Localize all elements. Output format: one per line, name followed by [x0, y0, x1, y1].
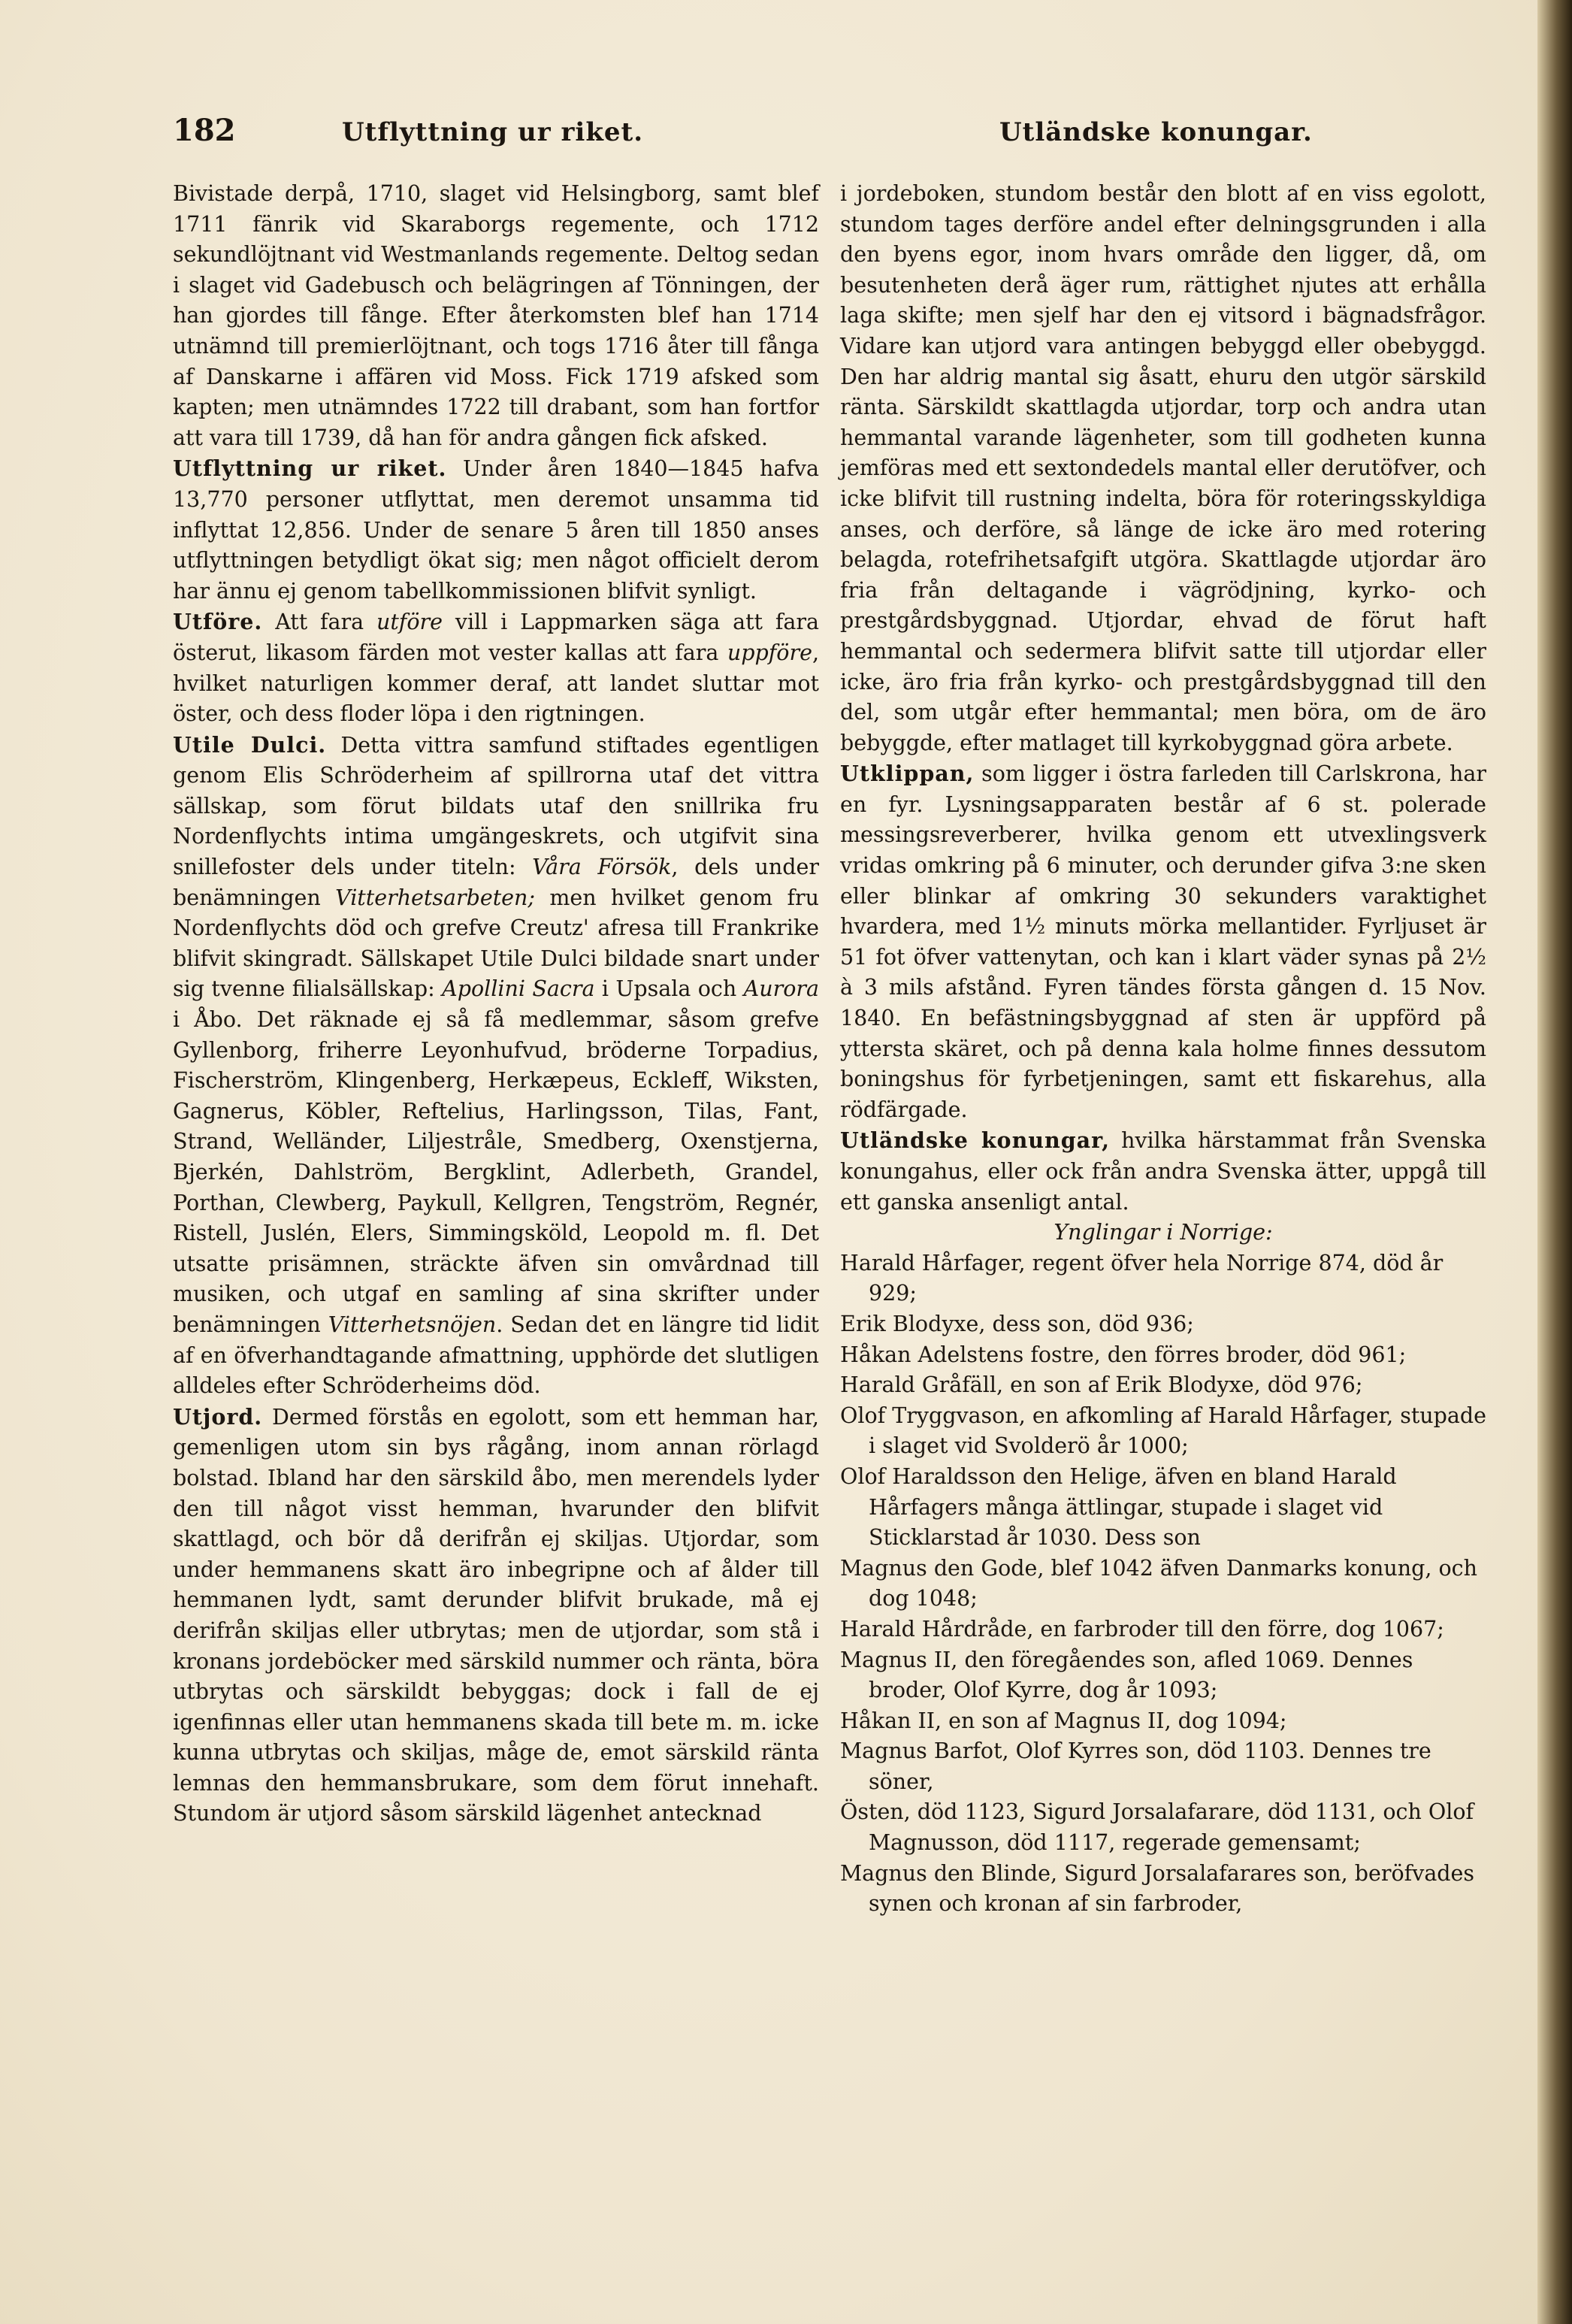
right-column — [840, 179, 1486, 1920]
header-right-title: Utländske konungar. — [999, 117, 1313, 147]
list-item: Magnus II, den föregåendes son, afled 1069. Dennes broder, Olof Kyrre, dog år 1093; — [840, 1647, 1413, 1703]
paragraph-continued: i jordeboken, stundom består den blott af en viss egolott, stundom tages derföre andel efter delningsgrunden i alla den byens egor, inom hvars område den ligger, då, om besutenheten derå äger rum, rättighet njutes att erhålla laga skifte; men sjelf har den ej vitsord i bägnadsfrågor. Vidare kan utjord vara antingen bebyggd eller obebyggd. Den har aldrig mantal sig åsatt, ehuru den utgör särskild ränta. Särskildt skattlagda utjordar, torp och andra utan hemmantal varande lägenheter, som till godheten kunna jemföras med ett sextondedels mantal eller derutöfver, och icke blifvit till rustning indelta, böra för roteringsskyldiga anses, och derföre, så länge de icke äro med rotering belagda, rotefrihetsafgift utgöra. Skattlagde utjordar äro fria från deltagande i vägrödjning, kyrko- och prestgårdsbyggnad. Utjordar, ehvad de förut haft hemmantal och sedermera blifvit satte till utjordar eller icke, äro fria från kyrko- och prestgårdsbyggnad till den del, som utgår efter hemmantal; men böra, om de äro bebyggde, efter matlaget till kyrkobyggnad göra arbete. — [840, 181, 1486, 755]
list-item: Magnus Barfot, Olof Kyrres son, död 1103. Dennes tre söner, — [840, 1738, 1431, 1794]
entry-term: Utflyttning ur riket. — [173, 455, 447, 482]
entry-term: Utländske konungar, — [840, 1127, 1110, 1154]
entry-term: Utföre. — [173, 609, 263, 635]
list-item: Erik Blodyxe, dess son, död 936; — [840, 1311, 1194, 1336]
entry-utklippan: Utklippan, som ligger i östra farleden till Carlskrona, har en fyr. Lysningsapparaten består af 6 st. polerade messingsreverberer, hvilka genom ett utvexlingsverk vridas omkring på 6 minuter, och derunder gifva 3:ne sken eller blinkar af omkring 30 sekunders varaktighet hvardera, med 1½ minuts mörka mellantider. Fyrljuset är 51 fot öfver vattenytan, och kan i klart väder synas på 2½ à 3 mils afstånd. Fyren tändes första gången d. 15 Nov. 1840. En befästningsbyggnad af sten är uppförd på yttersta skäret, och på denna kala holme finnes dessutom boningshus för fyrbetjeningen, samt ett fiskarehus, alla rödfärgade. — [840, 761, 1486, 1122]
list-item: Harald Gråfäll, en son af Erik Blodyxe, död 976; — [840, 1372, 1363, 1398]
entry-utfore: Utföre. Att fara utföre vill i Lappmarken säga att fara österut, likasom färden mot vester kallas att fara uppföre, hvilket naturligen kommer deraf, att landet sluttar mot öster, och dess floder löpa i den rigtningen. — [173, 609, 819, 727]
running-header — [173, 113, 1525, 158]
list-item: Håkan II, en son af Magnus II, dog 1094; — [840, 1708, 1287, 1733]
header-left-title: Utflyttning ur riket. — [342, 117, 644, 147]
book-edge — [1537, 0, 1572, 2324]
entry-utflyttning: Utflyttning ur riket. Under åren 1840—1845 hafva 13,770 personer utflyttat, men deremot unsamma tid inflyttat 12,856. Under de senare 5 åren till 1850 anses utflyttningen betydligt ökat sig; men något officielt derom har ännu ej genom tabellkommissionen blifvit synligt. — [173, 455, 819, 604]
entry-utlandske-konungar: Utländske konungar, hvilka härstammat från Svenska konungahus, eller ock från andra Svenska ätter, uppgå till ett ganska ansenligt antal. — [840, 1127, 1486, 1215]
list-item: Olof Tryggvason, en afkomling af Harald Hårfager, stupade i slaget vid Svolderö år 1000; — [840, 1403, 1486, 1459]
entry-utjord: Utjord. Dermed förstås en egolott, som ett hemman har, gemenligen utom sin bys rågång, inom annan rörlagd bolstad. Ibland har den särskild åbo, men merendels lyder den till något visst hemman, hvarunder den blifvit skattlagd, och bör då derifrån ej skiljas. Utjordar, som under hemmanens skatt äro inbegripne och af ålder till hemmanen lydt, samt derunder blifvit brukade, må ej derifrån skiljas eller utbrytas; men de utjordar, som stå i kronans jordeböcker med särskild nummer och ränta, böra utbrytas och särskildt bebyggas; dock i fall de ej igenfinnas eller utan hemmanens skada till bete m. m. icke kunna utbrytas och skiljas, måge de, emot särskild ränta lemnas den hemmansbrukare, som dem förut innehaft. Stundom är utjord såsom särskild lägenhet antecknad — [173, 1403, 819, 1826]
subheading: Ynglingar i Norrige: — [1054, 1220, 1273, 1245]
list-item: Olof Haraldsson den Helige, äfven en bland Harald Hårfagers många ättlingar, stupade i slaget vid Sticklarstad år 1030. Dess son — [840, 1463, 1397, 1551]
entry-term: Utklippan, — [840, 761, 975, 787]
entry-term: Utile Dulci. — [173, 731, 327, 758]
kings-list — [840, 1248, 1486, 1920]
list-item: Magnus den Gode, blef 1042 äfven Danmarks konung, och dog 1048; — [840, 1555, 1477, 1611]
list-item: Håkan Adelstens fostre, den förres broder, död 961; — [840, 1342, 1407, 1367]
list-item: Östen, död 1123, Sigurd Jorsalafarare, död 1131, och Olof Magnusson, död 1117, regerade gemensamt; — [840, 1799, 1474, 1856]
list-item: Harald Hårfager, regent öfver hela Norrige 874, död år 929; — [840, 1250, 1444, 1306]
entry-utile-dulci: Utile Dulci. Detta vittra samfund stiftades egentligen genom Elis Schröderheim af spillrorna utaf det vittra sällskap, som förut bildats utaf den snillrika fru Nordenflychts intima umgängeskrets, och utgifvit sina snillefoster dels under titeln: Våra Försök, dels under benämningen Vitterhetsarbeten; men hvilket genom fru Nordenflychts död och grefve Creutz' afresa till Frankrike blifvit skingradt. Sällskapet Utile Dulci bildade snart under sig tvenne filialsällskap: Apollini Sacra i Upsala och Aurora i Åbo. Det räknade ej så få medlemmar, såsom grefve Gyllenborg, friherre Leyonhufvud, bröderne Torpadius, Fischerström, Klingenberg, Herkæpeus, Eckleff, Wiksten, Gagnerus, Köbler, Reftelius, Harlingsson, Tilas, Fant, Strand, Welländer, Liljestråle, Smedberg, Oxenstjerna, Bjerkén, Dahlström, Bergklint, Adlerbeth, Grandel, Porthan, Clewberg, Paykull, Kellgren, Tengström, Regnér, Ristell, Juslén, Elers, Simmingsköld, Leopold m. fl. Det utsatte prisämnen, sträckte äfven sin omvårdnad till musiken, och utgaf en samling af sina skrifter under benämningen Vitterhetsnöjen. Sedan det en längre tid lidit af en öfverhandtagande afmattning, upphörde det slutligen alldeles efter Schröderheims död. — [173, 731, 820, 1399]
list-item: Magnus den Blinde, Sigurd Jorsalafarares son, beröfvades synen och kronan af sin farbroder, — [840, 1860, 1475, 1917]
page-number: 182 — [173, 113, 236, 148]
left-column — [173, 179, 819, 1829]
paragraph-continued: Bivistade derpå, 1710, slaget vid Helsingborg, samt blef 1711 fänrik vid Skaraborgs regemente, och 1712 sekundlöjtnant vid Westmanlands regemente. Deltog sedan i slaget vid Gadebusch och belägringen af Tönningen, der han gjordes till fånge. Efter återkomsten blef han 1714 utnämnd till premierlöjtnant, och togs 1716 åter till fånga af Danskarne i affären vid Moss. Fick 1719 afsked som kapten; men utnämndes 1722 till drabant, som han fortfor att vara till 1739, då han för andra gången fick afsked. — [173, 181, 819, 450]
list-item: Harald Hårdråde, en farbroder till den förre, dog 1067; — [840, 1616, 1444, 1642]
entry-term: Utjord. — [173, 1403, 263, 1430]
